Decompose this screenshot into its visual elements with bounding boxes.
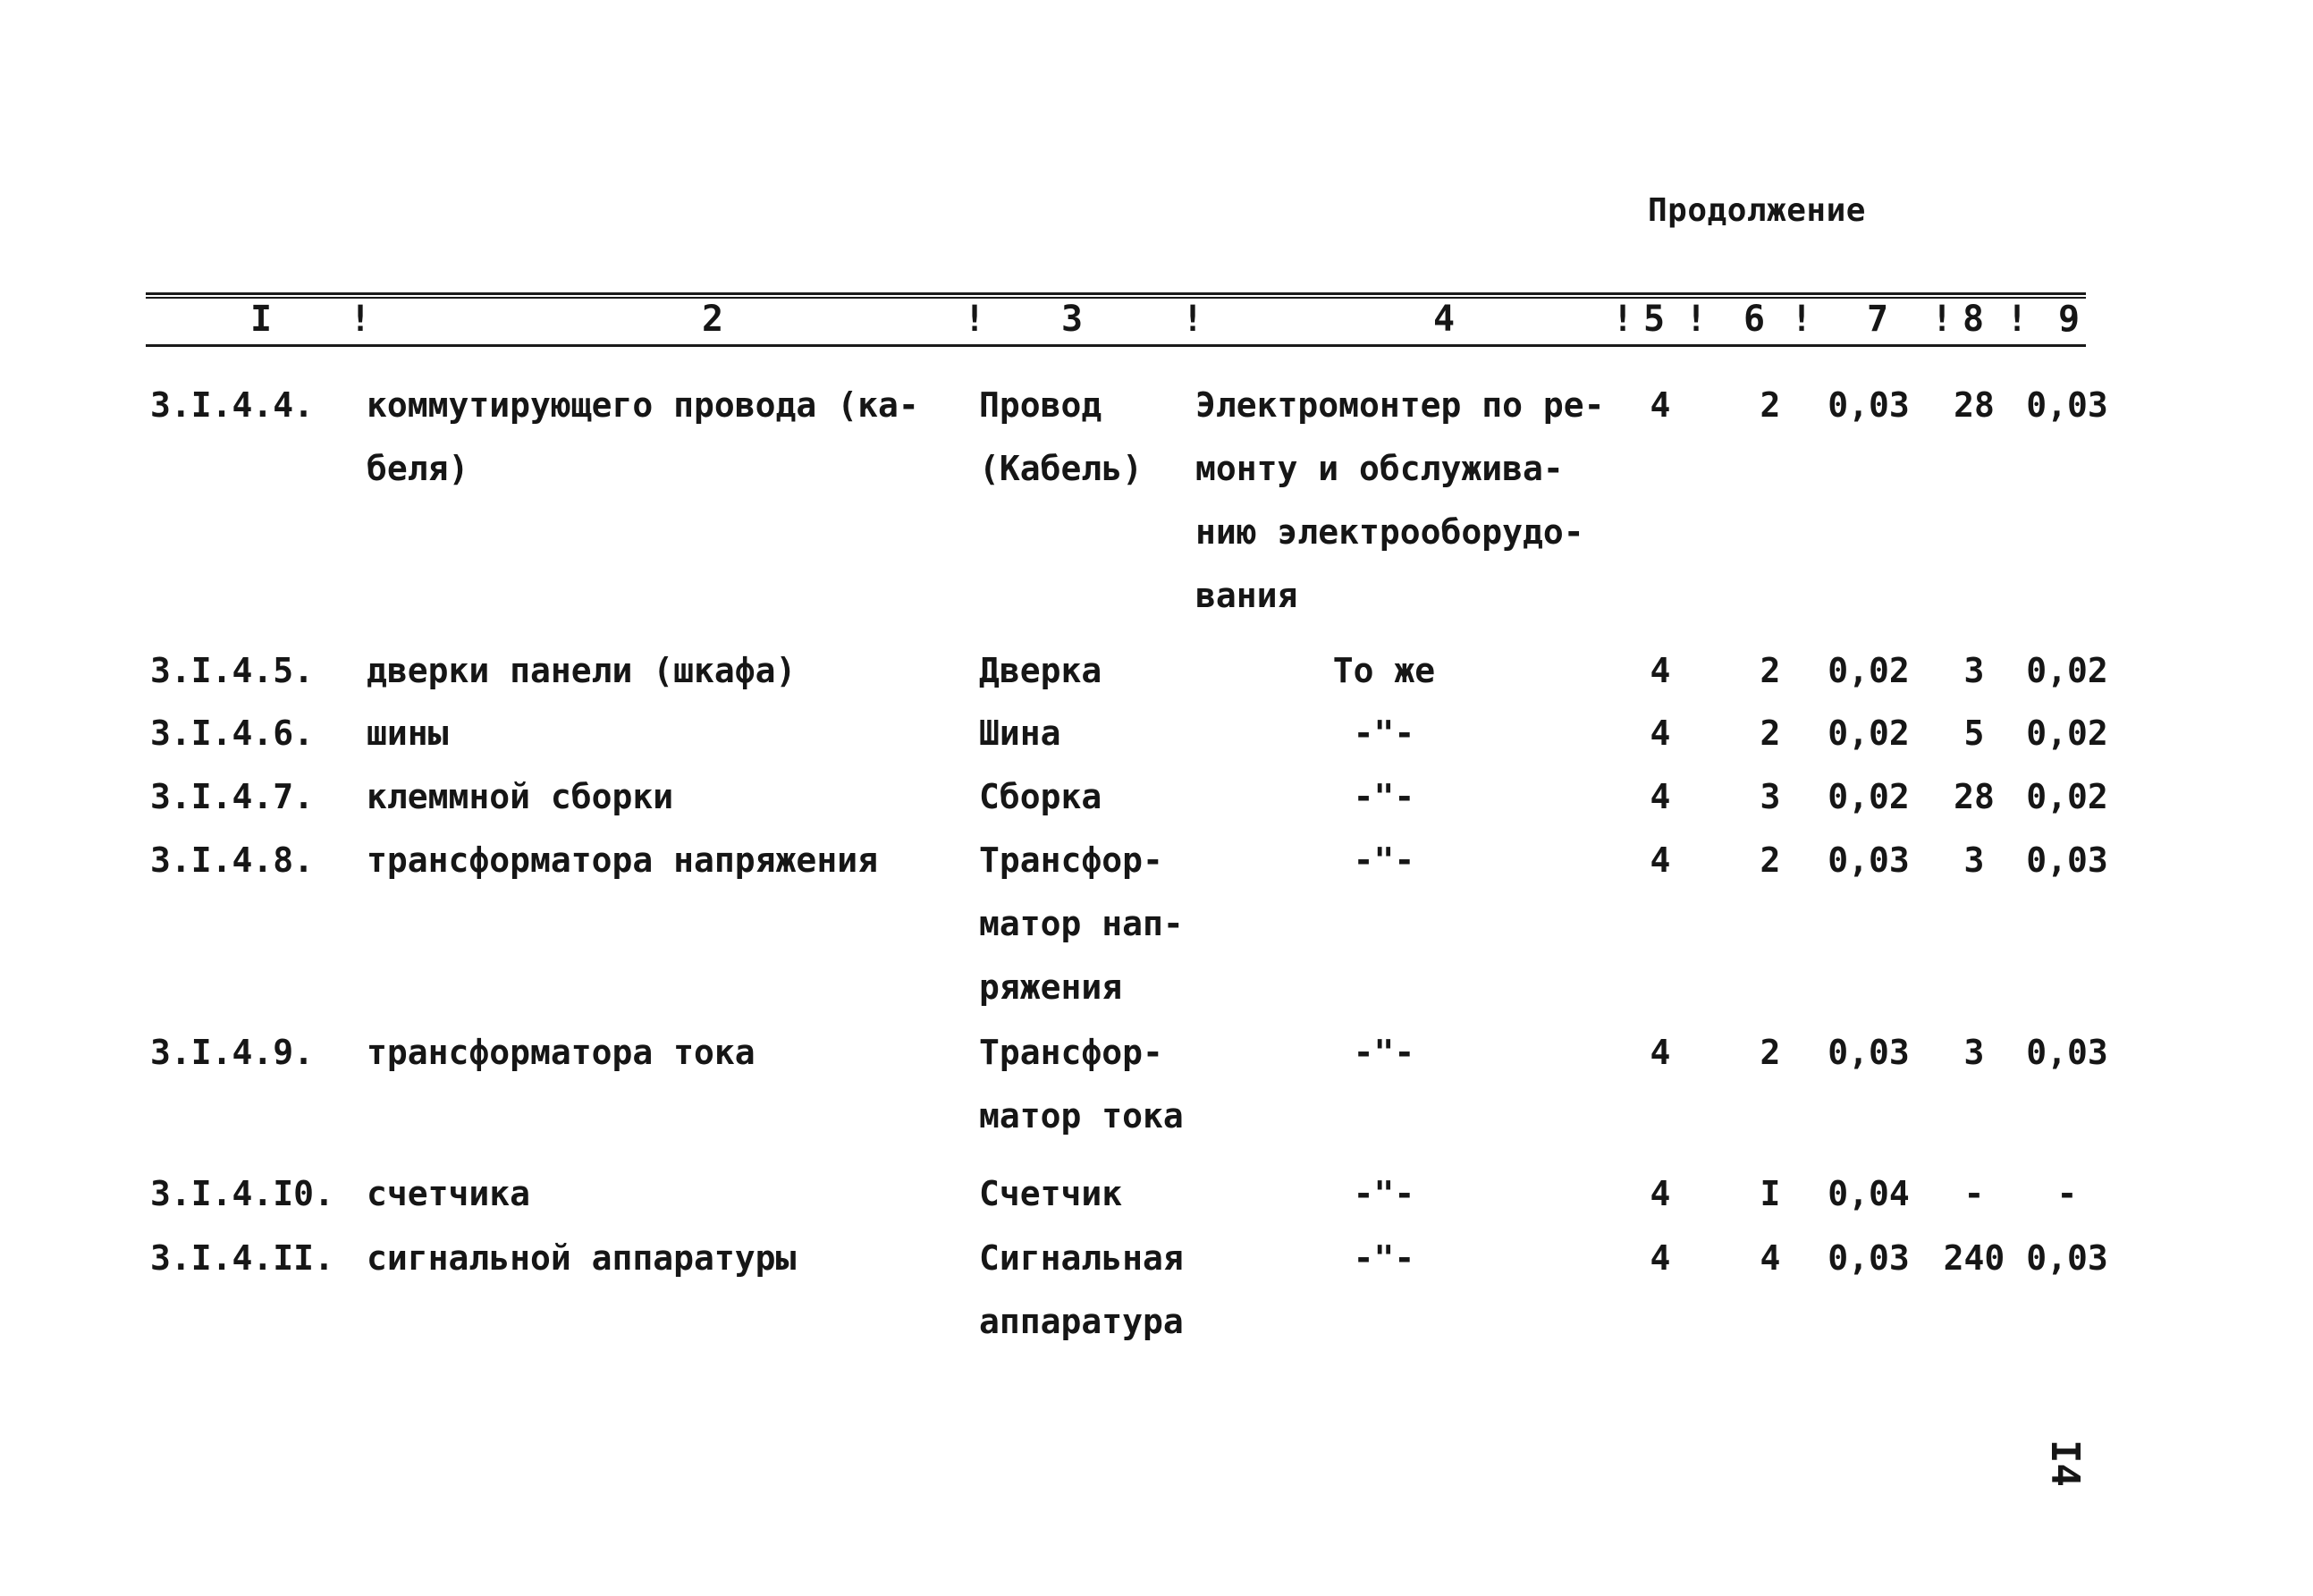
row-item-line: (Кабель) [979, 449, 1144, 488]
row-value-c7: 0,02 [1828, 651, 1910, 690]
row-name-line: трансформатора тока [367, 1033, 756, 1072]
row-item-line: матор нап- [979, 904, 1184, 943]
col-separator: ! [964, 299, 986, 340]
row-item-line: аппаратура [979, 1302, 1184, 1341]
row-value-c9: 0,02 [2026, 651, 2108, 690]
row-item-line: Дверка [979, 651, 1102, 690]
row-worker-line: -"- [1353, 1238, 1415, 1278]
row-value-c8: 5 [1963, 714, 1985, 753]
row-name-line: трансформатора напряжения [367, 840, 878, 880]
row-code: 3.I.4.8. [150, 840, 315, 880]
row-value-c7: 0,02 [1828, 777, 1910, 816]
row-item-line: Провод [979, 385, 1102, 425]
row-value-c5: 4 [1650, 714, 1671, 753]
row-value-c9: 0,03 [2026, 1238, 2108, 1278]
row-name-line: сигнальной аппаратуры [367, 1238, 797, 1278]
col-separator: ! [1685, 299, 1708, 340]
row-worker-line: -"- [1353, 714, 1415, 753]
col-header-7: 7 [1867, 299, 1889, 340]
row-value-c7: 0,03 [1828, 1033, 1910, 1072]
row-item-line: Счетчик [979, 1174, 1123, 1213]
row-worker-line: Электромонтер по ре- [1195, 385, 1605, 425]
page-number: I4 [2042, 1440, 2088, 1487]
row-value-c6: 2 [1760, 651, 1781, 690]
col-header-9: 9 [2058, 299, 2081, 340]
row-value-c8: 28 [1954, 777, 1995, 816]
row-name-line: шины [367, 714, 449, 753]
row-worker-line: То же [1332, 651, 1436, 690]
row-code: 3.I.4.6. [150, 714, 315, 753]
row-code: 3.I.4.4. [150, 385, 315, 425]
row-value-c6: 2 [1760, 385, 1781, 425]
col-header-1: I [250, 299, 273, 340]
table-top-rule [146, 292, 2086, 295]
row-value-c8: 3 [1963, 840, 1985, 880]
row-value-c5: 4 [1650, 1033, 1671, 1072]
col-header-5: 5 [1643, 299, 1666, 340]
row-value-c6: 2 [1760, 840, 1781, 880]
row-worker-line: -"- [1353, 1174, 1415, 1213]
row-worker-line: -"- [1353, 840, 1415, 880]
row-code: 3.I.4.II. [150, 1238, 334, 1278]
col-header-2: 2 [702, 299, 724, 340]
row-value-c9: 0,03 [2026, 385, 2108, 425]
row-value-c6: 2 [1760, 1033, 1781, 1072]
row-name-line: клеммной сборки [367, 777, 674, 816]
row-item-line: Трансфор- [979, 1033, 1163, 1072]
row-name-line: счетчика [367, 1174, 531, 1213]
col-separator: ! [1612, 299, 1634, 340]
row-worker-line: монту и обслужива- [1195, 449, 1564, 488]
row-value-c7: 0,04 [1828, 1174, 1910, 1213]
row-value-c7: 0,03 [1828, 385, 1910, 425]
row-item-line: Шина [979, 714, 1061, 753]
col-separator: ! [2006, 299, 2029, 340]
row-name-line: беля) [367, 449, 469, 488]
col-header-3: 3 [1061, 299, 1084, 340]
row-value-c6: 3 [1760, 777, 1781, 816]
table-header-bottom-rule [146, 344, 2086, 347]
continuation-label: Продолжение [1648, 192, 1866, 229]
row-value-c9: - [2056, 1174, 2078, 1213]
row-value-c6: 4 [1760, 1238, 1781, 1278]
row-code: 3.I.4.7. [150, 777, 315, 816]
row-code: 3.I.4.9. [150, 1033, 315, 1072]
row-value-c7: 0,02 [1828, 714, 1910, 753]
row-value-c5: 4 [1650, 777, 1671, 816]
col-header-6: 6 [1743, 299, 1766, 340]
row-value-c8: - [1963, 1174, 1985, 1213]
row-item-line: ряжения [979, 967, 1123, 1007]
row-item-line: матор тока [979, 1096, 1184, 1136]
row-value-c8: 28 [1954, 385, 1995, 425]
row-worker-line: -"- [1353, 1033, 1415, 1072]
row-value-c7: 0,03 [1828, 840, 1910, 880]
row-value-c6: 2 [1760, 714, 1781, 753]
row-value-c6: I [1760, 1174, 1781, 1213]
col-header-4: 4 [1433, 299, 1456, 340]
col-header-8: 8 [1963, 299, 1985, 340]
row-item-line: Трансфор- [979, 840, 1163, 880]
row-worker-line: нию электрооборудо- [1195, 512, 1584, 552]
col-separator: ! [1182, 299, 1204, 340]
row-value-c5: 4 [1650, 651, 1671, 690]
row-value-c5: 4 [1650, 1174, 1671, 1213]
row-value-c8: 240 [1943, 1238, 2005, 1278]
row-item-line: Сигнальная [979, 1238, 1184, 1278]
row-value-c9: 0,03 [2026, 840, 2108, 880]
row-value-c5: 4 [1650, 840, 1671, 880]
row-name-line: дверки панели (шкафа) [367, 651, 797, 690]
row-value-c5: 4 [1650, 385, 1671, 425]
row-value-c8: 3 [1963, 1033, 1985, 1072]
row-value-c5: 4 [1650, 1238, 1671, 1278]
row-name-line: коммутирующего провода (ка- [367, 385, 919, 425]
row-value-c9: 0,03 [2026, 1033, 2108, 1072]
row-item-line: Сборка [979, 777, 1102, 816]
col-separator: ! [1791, 299, 1813, 340]
row-code: 3.I.4.5. [150, 651, 315, 690]
col-separator: ! [350, 299, 372, 340]
row-value-c9: 0,02 [2026, 777, 2108, 816]
row-code: 3.I.4.I0. [150, 1174, 334, 1213]
col-separator: ! [1931, 299, 1954, 340]
row-value-c7: 0,03 [1828, 1238, 1910, 1278]
row-worker-line: вания [1195, 576, 1298, 615]
row-value-c8: 3 [1963, 651, 1985, 690]
row-value-c9: 0,02 [2026, 714, 2108, 753]
row-worker-line: -"- [1353, 777, 1415, 816]
